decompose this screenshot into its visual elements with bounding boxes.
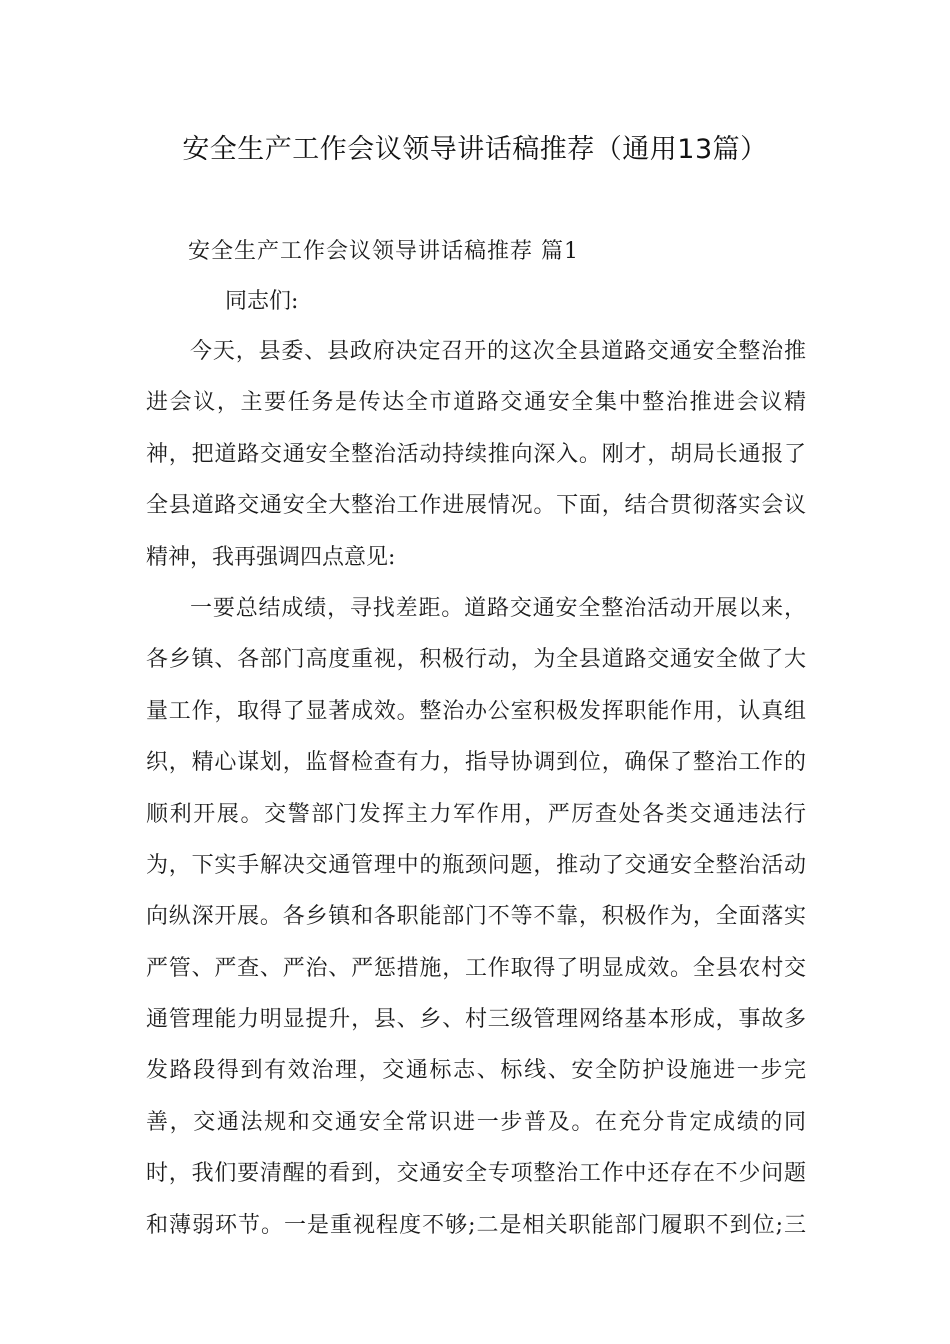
body-line: 严管、严查、严治、严惩措施，工作取得了明显成效。全县农村交	[146, 955, 806, 981]
body-line: 一要总结成绩，寻找差距。道路交通安全整治活动开展以来，	[190, 595, 806, 621]
body-line: 发路段得到有效治理，交通标志、标线、安全防护设施进一步完	[146, 1058, 806, 1084]
body-line: 和薄弱环节。一是重视程度不够;二是相关职能部门履职不到位;三	[146, 1212, 806, 1238]
body-text	[146, 334, 806, 1259]
body-line: 精神，我再强调四点意见:	[146, 544, 396, 570]
body-line: 通管理能力明显提升，县、乡、村三级管理网络基本形成，事故多	[146, 1007, 806, 1033]
body-line: 时，我们要清醒的看到，交通安全专项整治工作中还存在不少问题	[146, 1161, 806, 1187]
body-line: 神，把道路交通安全整治活动持续推向深入。刚才，胡局长通报了	[146, 441, 806, 467]
body-line: 各乡镇、各部门高度重视，积极行动，为全县道路交通安全做了大	[146, 647, 806, 673]
body-line: 向纵深开展。各乡镇和各职能部门不等不靠，积极作为，全面落实	[146, 904, 806, 930]
body-line: 量工作，取得了显著成效。整治办公室积极发挥职能作用，认真组	[146, 698, 806, 724]
body-line: 全县道路交通安全大整治工作进展情况。下面，结合贯彻落实会议	[146, 493, 806, 519]
body-line: 织，精心谋划，监督检查有力，指导协调到位，确保了整治工作的	[146, 750, 806, 776]
body-line: 为，下实手解决交通管理中的瓶颈问题，推动了交通安全整治活动	[146, 852, 806, 878]
document-title: 安全生产工作会议领导讲话稿推荐（通用13篇）	[182, 134, 768, 165]
body-line: 顺利开展。交警部门发挥主力军作用，严厉查处各类交通违法行	[146, 801, 806, 827]
body-line: 善，交通法规和交通安全常识进一步普及。在充分肯定成绩的同	[146, 1109, 806, 1135]
body-line: 今天，县委、县政府决定召开的这次全县道路交通安全整治推	[190, 339, 806, 364]
body-line: 进会议，主要任务是传达全市道路交通安全集中整治推进会议精	[146, 390, 806, 416]
salutation: 同志们:	[225, 289, 299, 314]
section-heading: 安全生产工作会议领导讲话稿推荐 篇1	[188, 239, 579, 264]
